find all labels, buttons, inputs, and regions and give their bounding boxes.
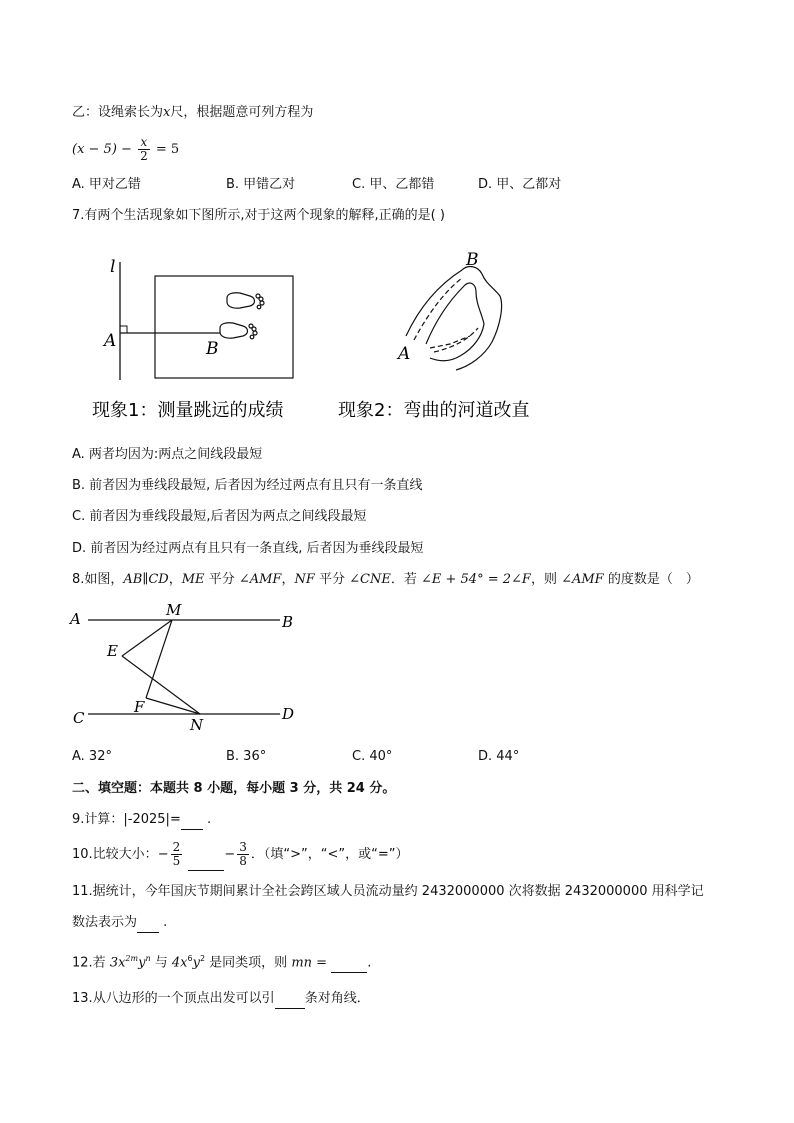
q8-option-d[interactable]: D. 44° <box>478 749 520 764</box>
q11-line2: 数法表示为 . <box>72 914 167 933</box>
label-D: D <box>282 705 295 723</box>
q6-yi-line: 乙：设绳索长为x尺，根据题意可列方程为 <box>72 105 314 120</box>
q6-option-a[interactable]: A. 甲对乙错 <box>72 177 141 192</box>
label-A2: A <box>398 344 411 364</box>
label-M: M <box>166 601 182 619</box>
q10: 10.比较大小：− $\frac{2}{5}$ − $\frac{3}{8}$ ．（填“>”，“<”，或“=”） <box>72 840 409 871</box>
q7-option-d[interactable]: D. 前者因为经过两点有且只有一条直线, 后者因为垂线段最短 <box>72 541 424 556</box>
label-C: C <box>73 709 85 727</box>
q7-option-a[interactable]: A. 两者均因为:两点之间线段最短 <box>72 447 263 462</box>
q13: 13.从八边形的一个顶点出发可以引 条对角线． <box>72 990 370 1009</box>
q6-option-d[interactable]: D. 甲、乙都对 <box>478 177 562 192</box>
q8-option-b[interactable]: B. 36° <box>226 749 267 764</box>
right-angle-mark <box>120 326 127 333</box>
q10-answer-blank[interactable] <box>188 840 224 871</box>
q12: 12.若 $3x^{2m}y^n$ 与 $4x^6y^2$ 是同类项，则 mn = . <box>72 950 371 973</box>
q7-option-b[interactable]: B. 前者因为垂线段最短, 后者因为经过两点有且只有一条直线 <box>72 478 423 493</box>
segment-MF <box>146 620 172 698</box>
sandpit-rect <box>155 276 293 378</box>
fraction-3-8: $\frac{3}{8}$ <box>239 840 247 868</box>
q11-line1: 11.据统计，今年国庆节期间累计全社会跨区域人员流动量约 2432000000 次将数据 2432000000 用科学记 <box>72 884 704 899</box>
q6-equation: (x − 5) − $\frac{x}{2}$ = 5 <box>72 135 180 163</box>
fraction-2-5: $\frac{2}{5}$ <box>172 840 181 868</box>
q8-stem: 8.如图，AB∥CD，ME 平分 ∠AMF，NF 平分 ∠CNE．若 ∠E + 54° = 2∠F，则 ∠AMF 的度数是（ ） <box>72 572 699 587</box>
label-E: E <box>107 642 118 660</box>
label-A1: A <box>104 331 117 351</box>
q8-figure <box>66 598 316 738</box>
river-icon <box>406 267 502 370</box>
caption-phenomenon-2: 现象2：弯曲的河道改直 <box>338 400 530 421</box>
q11-answer-blank[interactable] <box>137 914 159 933</box>
segment-FN <box>146 698 200 714</box>
segment-ME <box>122 620 172 656</box>
q7-figure <box>90 244 580 424</box>
caption-phenomenon-1: 现象1：测量跳远的成绩 <box>92 400 284 421</box>
label-B1: B <box>206 339 219 359</box>
label-A: A <box>70 610 81 628</box>
fraction-x-over-2: $\frac{x}{2}$ <box>140 135 148 163</box>
label-l: l <box>110 257 116 277</box>
q8-option-c[interactable]: C. 40° <box>352 749 393 764</box>
var-x: x <box>163 105 171 120</box>
section-2-title: 二、填空题：本题共 8 小题，每小题 3 分，共 24 分。 <box>72 781 396 796</box>
q12-answer-blank[interactable] <box>331 954 367 973</box>
label-F: F <box>134 698 145 716</box>
q7-stem: 7.有两个生活现象如下图所示,对于这两个现象的解释,正确的是( ) <box>72 208 445 223</box>
q9-answer-blank[interactable] <box>181 811 203 830</box>
q6-option-c[interactable]: C. 甲、乙都错 <box>352 177 435 192</box>
footprint-upper-icon <box>227 293 264 309</box>
q7-option-c[interactable]: C. 前者因为垂线段最短,后者因为两点之间线段最短 <box>72 509 367 524</box>
q8-option-a[interactable]: A. 32° <box>72 749 112 764</box>
footprint-lower-icon <box>220 323 257 339</box>
label-B2: B <box>466 250 479 270</box>
q9: 9.计算：|-2025|= . <box>72 811 211 830</box>
q13-answer-blank[interactable] <box>275 990 305 1009</box>
label-N: N <box>190 716 204 734</box>
label-B: B <box>282 613 294 631</box>
q6-option-b[interactable]: B. 甲错乙对 <box>226 177 296 192</box>
